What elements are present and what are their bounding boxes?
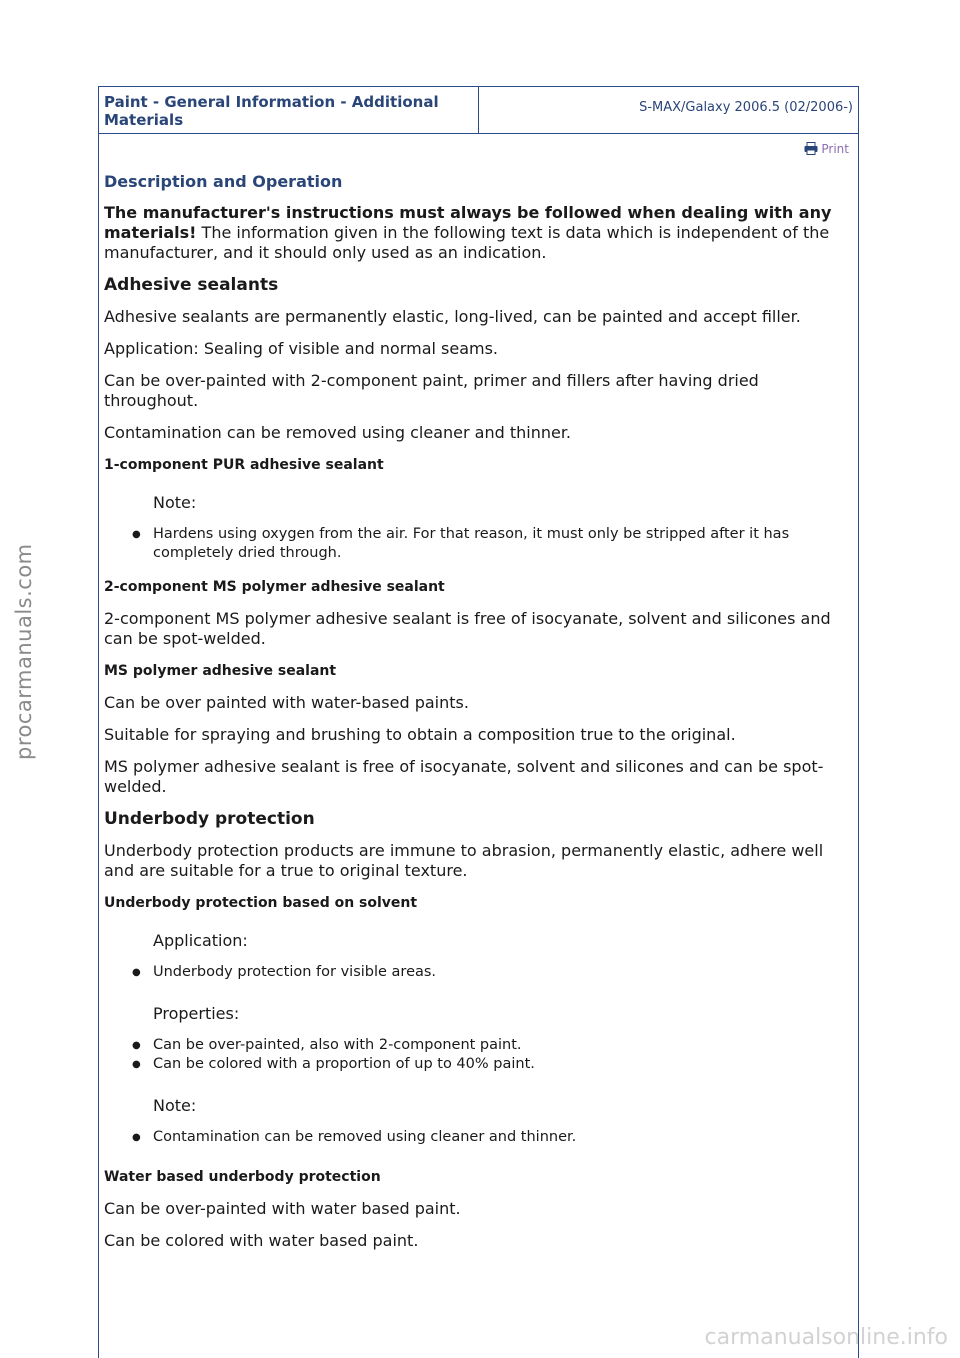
paragraph: Contamination can be removed using cleaner and thinner.: [104, 423, 572, 442]
heading-adhesive-sealants: Adhesive sealants: [104, 275, 279, 295]
intro-text: The information given in the following text is data which is independent of the manufacturer, and it should only used as an indication.: [104, 223, 830, 262]
model-label: S-MAX/Galaxy 2006.5 (02/2006-): [639, 100, 853, 115]
properties-list: [104, 1036, 842, 1074]
list-item: ● Hardens using oxygen from the air. For that reason, it must only be stripped after it has completely dried through.: [153, 525, 842, 563]
section-title: Description and Operation: [104, 172, 343, 191]
heading-water-underbody: Water based underbody protection: [104, 1169, 381, 1185]
application-label: Application:: [153, 931, 248, 950]
heading-2c-ms-sealant: 2-component MS polymer adhesive sealant: [104, 579, 445, 595]
header-bar: [99, 87, 858, 134]
paragraph: Can be over-painted with water based paint.: [104, 1199, 461, 1218]
list-item: ● Can be over-painted, also with 2-component paint.: [153, 1036, 842, 1055]
note-list: [104, 525, 842, 563]
paragraph: Suitable for spraying and brushing to obtain a composition true to the original.: [104, 725, 736, 744]
print-label: Print: [821, 142, 849, 156]
printer-icon: [804, 142, 818, 155]
list-item: ● Underbody protection for visible areas.: [153, 963, 842, 982]
note-list: [104, 1128, 842, 1147]
page-frame: [98, 86, 859, 1358]
paragraph: Adhesive sealants are permanently elastic, long-lived, can be painted and accept filler.: [104, 307, 801, 326]
heading-pur-sealant: 1-component PUR adhesive sealant: [104, 457, 384, 473]
page-title: Paint - General Information - Additional Materials: [99, 87, 479, 133]
heading-solvent-underbody: Underbody protection based on solvent: [104, 895, 418, 911]
note-label: Note:: [153, 493, 197, 512]
paragraph: Underbody protection products are immune to abrasion, permanently elastic, adhere well and are suitable for a true to original texture.: [104, 841, 824, 880]
properties-label: Properties:: [153, 1004, 240, 1023]
print-row: [99, 134, 858, 160]
list-item: ● Contamination can be removed using cleaner and thinner.: [153, 1128, 842, 1147]
intro-warning: The manufacturer's instructions must always be followed when dealing with any materials!: [104, 203, 832, 242]
paragraph: MS polymer adhesive sealant is free of isocyanate, solvent and silicones and can be spot-welded.: [104, 757, 824, 796]
document-body: [99, 160, 858, 1251]
paragraph: Can be colored with water based paint.: [104, 1231, 419, 1250]
paragraph: Can be over painted with water-based paints.: [104, 693, 469, 712]
application-list: [104, 963, 842, 982]
side-watermark: procarmanuals.com: [12, 543, 36, 760]
bottom-watermark: carmanualsonline.info: [704, 1325, 948, 1350]
paragraph: 2-component MS polymer adhesive sealant is free of isocyanate, solvent and silicones and can be spot-welded.: [104, 609, 831, 648]
note-label: Note:: [153, 1096, 197, 1115]
heading-ms-sealant: MS polymer adhesive sealant: [104, 663, 337, 679]
list-item: ● Can be colored with a proportion of up to 40% paint.: [153, 1055, 842, 1074]
print-link[interactable]: [804, 142, 849, 156]
paragraph: Can be over-painted with 2-component paint, primer and fillers after having dried throughout.: [104, 371, 759, 410]
intro-paragraph: [104, 203, 842, 263]
heading-underbody-protection: Underbody protection: [104, 809, 315, 829]
paragraph: Application: Sealing of visible and normal seams.: [104, 339, 499, 358]
